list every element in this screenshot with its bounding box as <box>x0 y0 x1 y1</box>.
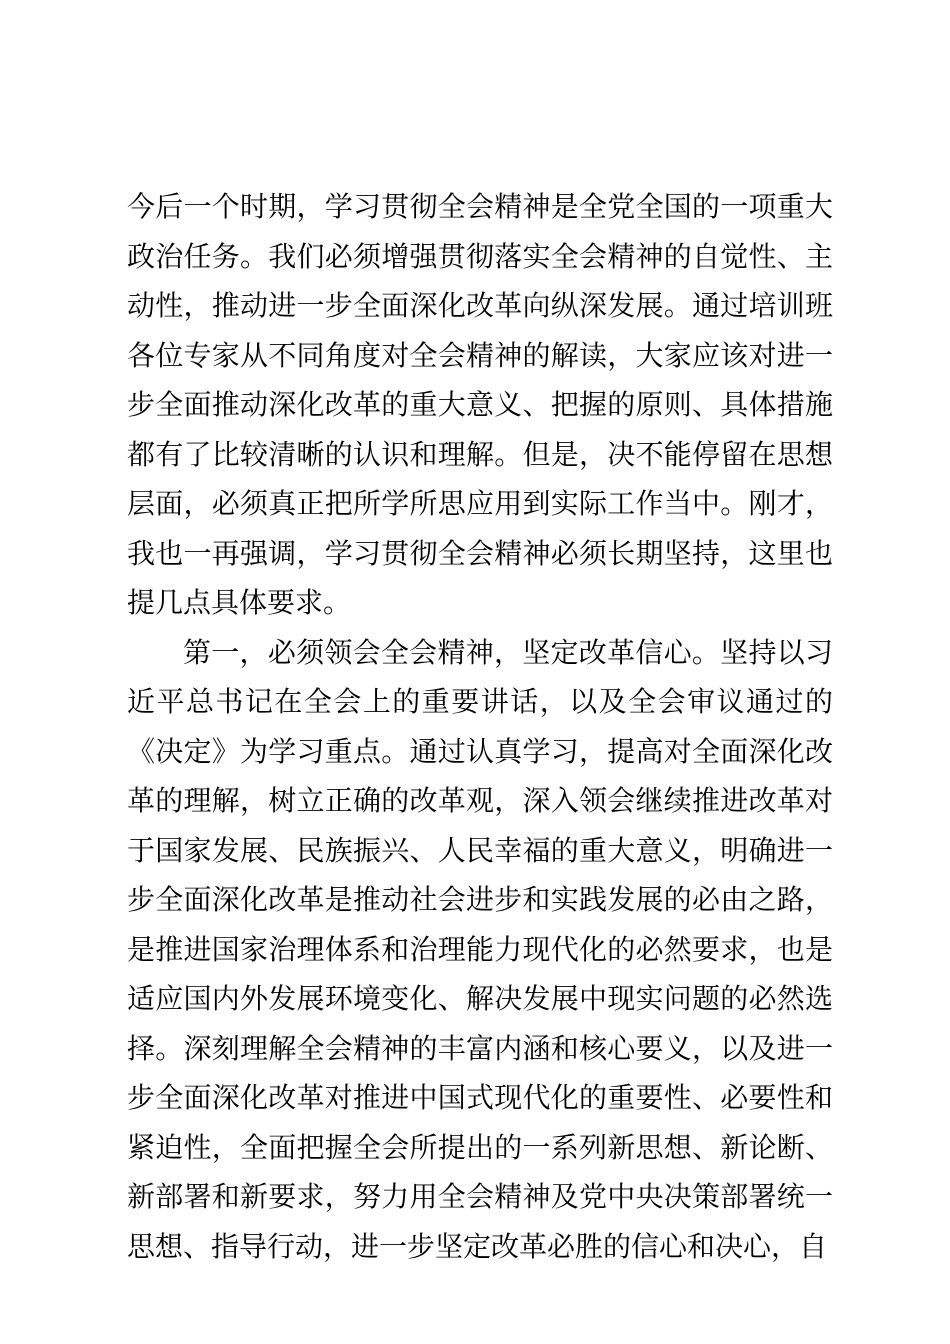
paragraph-first-requirement: 第一，必须领会全会精神，坚定改革信心。坚持以习近平总书记在全会上的重要讲话，以及全会审议通过的《决定》为学习重点。通过认真学习，提高对全面深化改革的理解，树立正确的改革观，深入领会继续推进改革对于国家发展、民族振兴、人民幸福的重大意义，明确进一步全面深化改革是推动社会进步和实践发展的必由之路，是推进国家治理体系和治理能力现代化的必然要求，也是适应国内外发展环境变化、解决发展中现实问题的必然选择。深刻理解全会精神的丰富内涵和核心要义，以及进一步全面深化改革对推进中国式现代化的重要性、必要性和紧迫性，全面把握全会所提出的一系列新思想、新论断、新部署和新要求，努力用全会精神及党中央决策部署统一思想、指导行动，进一步坚定改革必胜的信心和决心，自 <box>127 635 833 1263</box>
paragraph-continuation: 今后一个时期，学习贯彻全会精神是全党全国的一项重大政治任务。我们必须增强贯彻落实全会精神的自觉性、主动性，推动进一步全面深化改革向纵深发展。通过培训班各位专家从不同角度对全会精神的解读，大家应该对进一步全面推动深化改革的重大意义、把握的原则、具体措施都有了比较清晰的认识和理解。但是，决不能停留在思想层面，必须真正把所学所思应用到实际工作当中。刚才，我也一再强调，学习贯彻全会精神必须长期坚持，这里也提几点具体要求。 <box>127 190 833 619</box>
document-body <box>127 182 833 1271</box>
